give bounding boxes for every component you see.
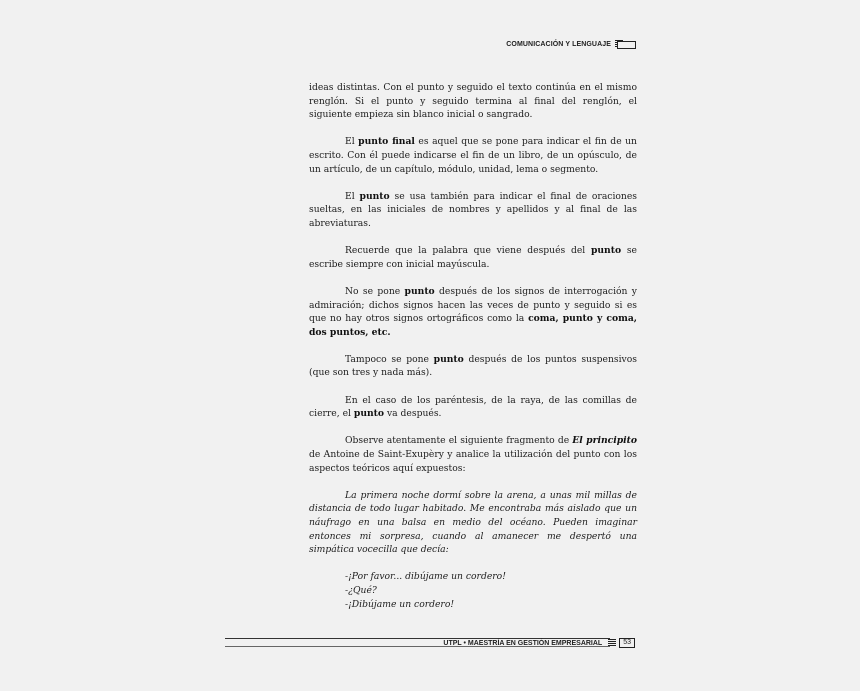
dialog-line: -¡Dibújame un cordero!: [345, 599, 455, 611]
dialog-line: -¿Qué?: [345, 585, 377, 597]
paragraph: El punto se usa también para indicar el final de oraciones sueltas, en las iniciales de nombres y apellidos y al final de las abreviaturas.: [309, 190, 637, 229]
bold-term: punto: [404, 285, 435, 297]
book-title: El principito: [572, 435, 637, 447]
bold-term: punto final: [358, 136, 415, 148]
paragraph: ideas distintas. Con el punto y seguido el texto continúa en el mismo renglón. Si el punto y seguido termina al final del renglón, el siguiente empieza sin blanco inicial o sangrado.: [309, 82, 637, 121]
paragraph: En el caso de los paréntesis, de la raya, de las comillas de cierre, el punto va después.: [309, 394, 637, 420]
paragraph: El punto final es aquel que se pone para indicar el fin de un escrito. Con él puede indicarse el fin de un libro, de un opúsculo, de un artículo, de un capítulo, módulo, unidad, lema o segmento.: [309, 136, 637, 175]
paragraph: No se pone punto después de los signos de interrogación y admiración; dichos signos hacen las veces de punto y seguido si es que no hay otros signos ortográficos como la coma, punto y coma, dos puntos, etc.: [309, 285, 638, 338]
quoted-fragment: La primera noche dormí sobre la arena, a unas mil millas de distancia de todo lugar habitado. Me encontraba más aislado que un náufrago en una balsa en medio del océano. Pueden imaginar entonces mi sorpresa, cuando al amanecer me despertó una simpática vocecilla que decía:: [309, 489, 637, 556]
paragraph: Tampoco se pone punto después de los puntos suspensivos (que son tres y nada más).: [309, 353, 637, 379]
page-lines-icon: [608, 639, 616, 647]
body-text: [309, 81, 637, 612]
bold-term: punto: [353, 408, 385, 420]
paragraph: Recuerde que la palabra que viene después del punto se escribe siempre con inicial mayúscula.: [309, 245, 637, 270]
page-number: 53: [619, 638, 635, 648]
bold-term: coma, punto y coma, dos puntos, etc.: [309, 313, 638, 338]
bold-term: punto: [359, 190, 390, 202]
running-header: [506, 40, 635, 49]
bold-term: punto: [590, 245, 622, 257]
dialog-lines: [309, 570, 637, 612]
bold-term: punto: [433, 353, 464, 365]
page-lines-icon: [615, 40, 635, 49]
dialog-line: -¡Por favor... dibújame un cordero!: [345, 571, 506, 583]
running-footer: [443, 638, 635, 648]
header-title: COMUNICACIÓN Y LENGUAJE: [506, 41, 611, 48]
footer-text: UTPL • MAESTRÍA EN GESTIÓN EMPRESARIAL: [443, 639, 603, 647]
paragraph: Observe atentamente el siguiente fragmento de El principito de Antoine de Saint-Exupèry y analice la utilización del punto con los aspectos teóricos aquí expuestos:: [309, 435, 637, 474]
